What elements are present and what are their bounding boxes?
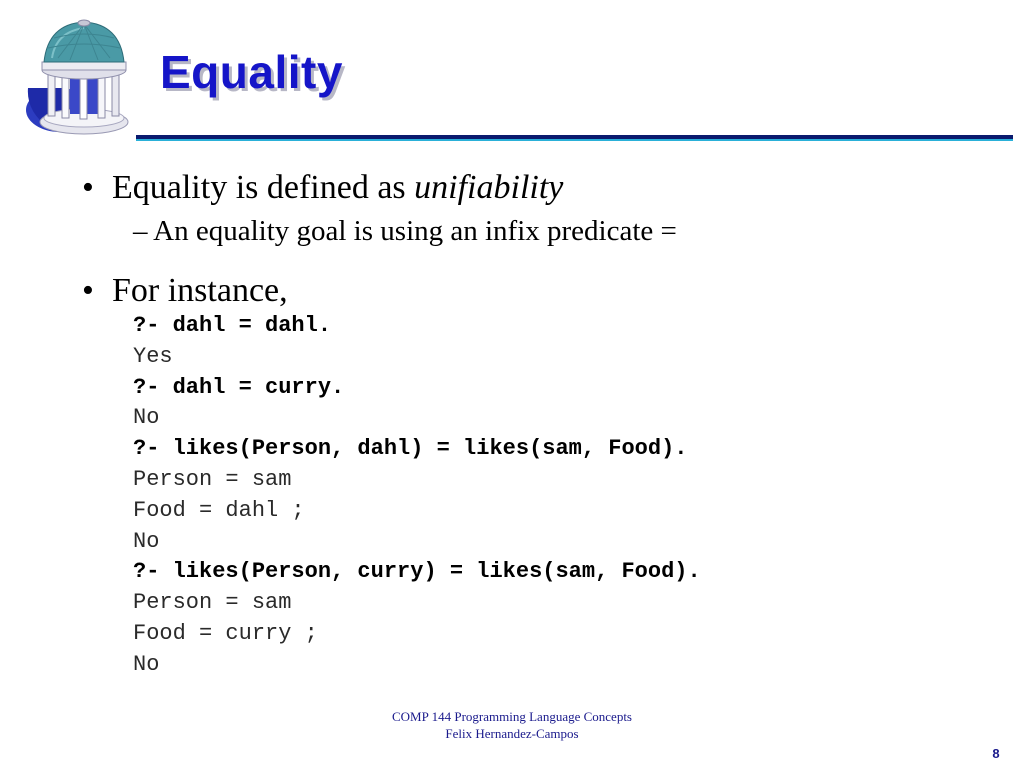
code-line-answer: Food = curry ; (133, 620, 318, 646)
bullet-dot-icon: • (82, 272, 94, 309)
bullet-dot-icon: • (82, 169, 94, 206)
bullet-text: Equality is defined as (112, 169, 415, 206)
footer-author: Felix Hernandez-Campos (445, 726, 579, 741)
code-line-query: ?- dahl = curry. (133, 374, 345, 400)
code-line-answer: No (133, 651, 160, 677)
page-number: 8 (992, 746, 1000, 761)
bullet-item (82, 271, 288, 311)
code-line-query: ?- likes(Person, curry) = likes(sam, Food). (133, 559, 701, 585)
bullet-text: For instance, (112, 272, 288, 309)
bullet-item (82, 168, 563, 208)
code-line-answer: No (133, 405, 160, 431)
code-line-answer: Person = sam (133, 590, 292, 616)
footer-course: COMP 144 Programming Language Concepts (392, 709, 632, 724)
code-line-answer: No (133, 528, 160, 554)
code-block (133, 311, 701, 681)
old-well-logo-icon (22, 18, 134, 142)
code-line-query: ?- dahl = dahl. (133, 313, 332, 338)
sub-bullet-item: – An equality goal is using an infix predicate = (133, 215, 677, 247)
code-line-query: ?- likes(Person, dahl) = likes(sam, Food). (133, 436, 688, 462)
slide-title: Equality (160, 46, 343, 98)
code-line-answer: Food = dahl ; (133, 497, 305, 523)
bullet-emphasis: unifiability (414, 169, 564, 206)
title-underline (136, 135, 1013, 141)
code-line-answer: Person = sam (133, 466, 292, 492)
code-line-answer: Yes (133, 343, 173, 369)
slide-footer (312, 708, 712, 742)
